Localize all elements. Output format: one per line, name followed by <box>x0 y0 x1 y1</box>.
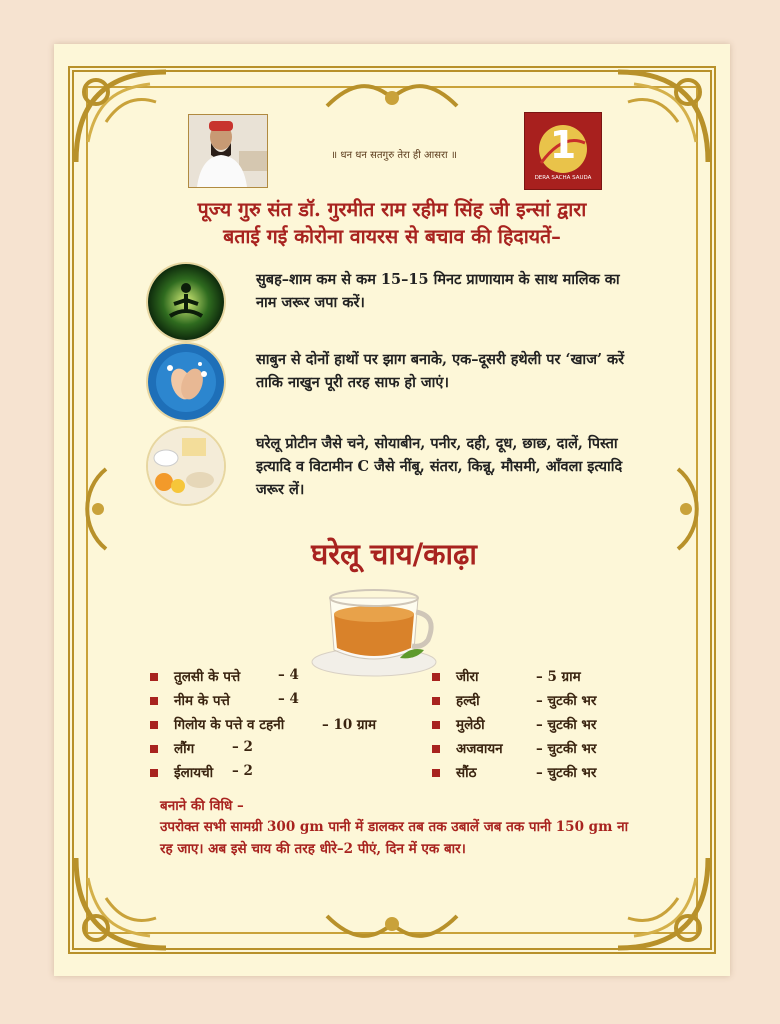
ingredient-item: ईलायची – 2 <box>150 763 400 787</box>
method-title: बनाने की विधि – <box>160 798 244 814</box>
poster <box>54 44 730 976</box>
food-icon <box>148 428 224 504</box>
ingredients-right <box>432 667 632 787</box>
tip-pranayam <box>148 264 648 344</box>
top-slogan: ॥ धन धन सतगुरु तेरा ही आसरा ॥ <box>331 150 457 161</box>
corner-ornament-icon <box>66 848 176 958</box>
corner-ornament-icon <box>608 848 718 958</box>
method-text: उपरोक्त सभी सामग्री 300 gm पानी में डालकर तब तक उबालें जब तक पानी 150 gm ना रह जाए। अब इसे चाय की तरह धीरे–2 पीएं, दिन में एक बार। <box>160 819 629 857</box>
ingredient-item: तुलसी के पत्ते – 4 <box>150 667 400 691</box>
ingredient-item: अजवायन – चुटकी भर <box>432 739 632 763</box>
ingredient-item: मुलेठी – चुटकी भर <box>432 715 632 739</box>
tip-protein <box>148 428 648 508</box>
tip-text-1: सुबह–शाम कम से कम 15–15 मिनट प्राणायाम के साथ मालिक का नाम जरूर जपा करें। <box>256 271 620 311</box>
heading-line-1: पूज्य गुरु संत डॉ. गुरमीत राम रहीम सिंह जी इन्सां द्वारा <box>197 198 587 221</box>
tip-text-2: साबुन से दोनों हाथों पर झाग बनाके, एक–दूसरी हथेली पर ‘खाज’ करें ताकि नाखुन पूरी तरह साफ हो जाएं। <box>256 351 625 391</box>
tea-cup-icon <box>304 576 444 680</box>
handwash-icon <box>148 344 224 420</box>
ingredient-item: हल्दी – चुटकी भर <box>432 691 632 715</box>
bottom-scroll-ornament-icon <box>322 902 462 946</box>
meditation-icon <box>148 264 224 340</box>
ingredient-item: गिलोय के पत्ते व टहनी – 10 ग्राम <box>150 715 400 739</box>
side-ornament-icon <box>668 464 708 554</box>
ingredient-item: जीरा – 5 ग्राम <box>432 667 632 691</box>
ingredient-item: सौंठ – चुटकी भर <box>432 763 632 787</box>
ingredient-item: नीम के पत्ते – 4 <box>150 691 400 715</box>
logo-numeral: 1 <box>549 123 577 167</box>
main-heading <box>124 196 660 250</box>
tea-section-title: घरेलू चाय/काढ़ा <box>311 537 477 571</box>
guru-photo <box>188 114 268 188</box>
top-scroll-ornament-icon <box>322 76 462 120</box>
dera-sacha-sauda-logo <box>524 112 602 190</box>
corner-ornament-icon <box>66 62 176 172</box>
tip-handwash <box>148 344 648 424</box>
ingredient-item: लौंग – 2 <box>150 739 400 763</box>
side-ornament-icon <box>76 464 116 554</box>
heading-line-2: बताई गई कोरोना वायरस से बचाव की हिदायतें– <box>223 225 561 248</box>
ingredients-left <box>150 667 400 787</box>
corner-ornament-icon <box>608 62 718 172</box>
logo-text: DERA SACHA SAUDA <box>534 175 592 181</box>
tip-text-3: घरेलू प्रोटीन जैसे चने, सोयाबीन, पनीर, दही, दूध, छाछ, दालें, पिस्ता इत्यादि व विटामीन C जैसे नींबू, संतरा, किन्नू, मौसमी, आँवला इत्यादि जरूर लें। <box>256 435 623 498</box>
